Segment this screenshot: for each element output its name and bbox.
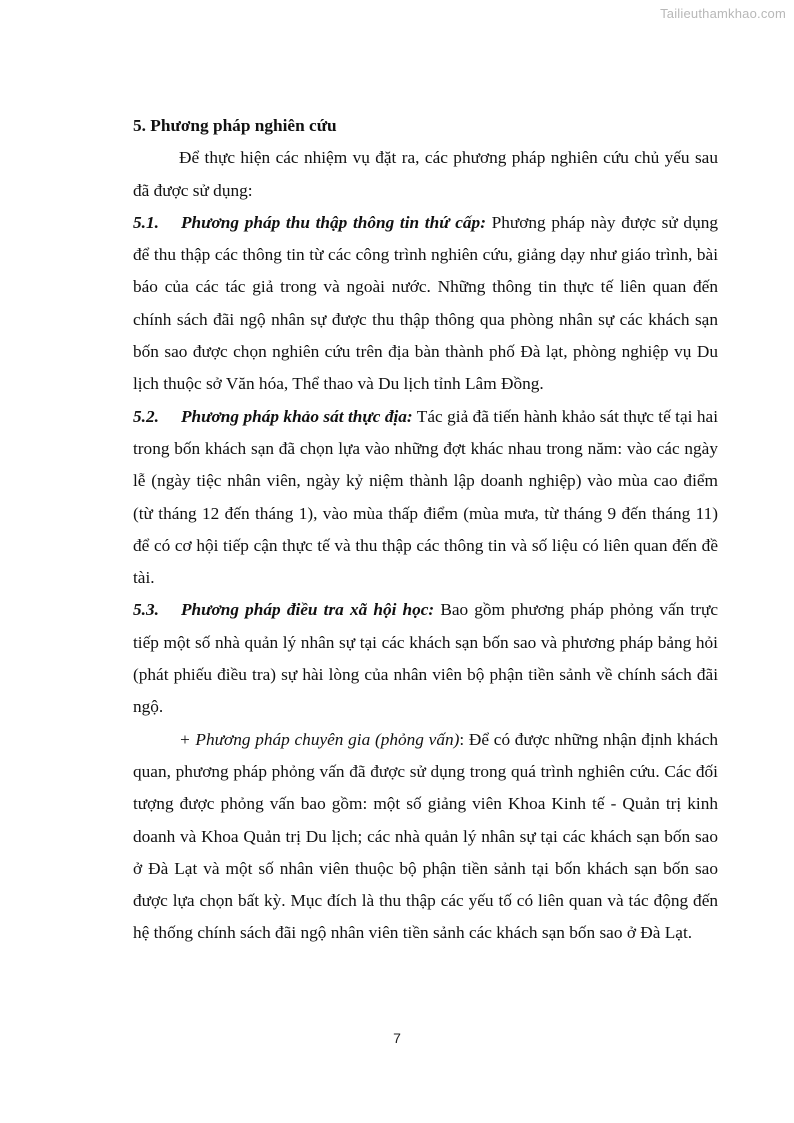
subsection-title: Phương pháp thu thập thông tin thứ cấp: (181, 212, 486, 232)
expert-method (133, 724, 718, 950)
subsection-5-1 (133, 207, 718, 401)
subsection-title: Phương pháp điều tra xã hội học: (181, 600, 435, 620)
expert-method-lead: + Phương pháp chuyên gia (phỏng vấn) (179, 729, 460, 749)
subsection-body: Phương pháp này được sử dụng để thu thập các thông tin từ các công trình nghiên cứu, giảng dạy như giáo trình, bài báo của các tác giả trong và ngoài nước. Những thông tin thực tế liên quan đến chính sách đãi ngộ nhân sự được thu thập thông qua phòng nhân sự các khách sạn bốn sao được chọn nghiên cứu trên địa bàn thành phố Đà lạt, phòng nghiệp vụ Du lịch thuộc sở Văn hóa, Thể thao và Du lịch tỉnh Lâm Đồng. (133, 212, 718, 394)
subsection-title: Phương pháp khảo sát thực địa: (181, 406, 413, 426)
section-heading: 5. Phương pháp nghiên cứu (133, 116, 337, 135)
watermark: Tailieuthamkhao.com (660, 6, 786, 21)
section-intro: Để thực hiện các nhiệm vụ đặt ra, các phương pháp nghiên cứu chủ yếu sau đã được sử dụng: (133, 148, 718, 200)
page-number: 7 (393, 1030, 401, 1046)
subsection-number: 5.2. (133, 406, 159, 426)
subsection-5-3 (133, 594, 718, 723)
document-body (133, 110, 718, 950)
subsection-body: Bao gồm phương pháp phỏng vấn trực tiếp một số nhà quản lý nhân sự tại các khách sạn bốn sao và phương pháp bảng hỏi (phát phiếu điều tra) sự hài lòng của nhân viên bộ phận tiền sảnh về chính sách đãi ngộ. (133, 600, 718, 717)
expert-method-body: : Để có được những nhận định khách quan, phương pháp phỏng vấn đã được sử dụng trong quá trình nghiên cứu. Các đối tượng được phỏng vấn bao gồm: một số giảng viên Khoa Kinh tế - Quản trị kinh doanh và Khoa Quản trị Du lịch; các nhà quản lý nhân sự tại các khách sạn bốn sao ở Đà Lạt và một số nhân viên thuộc bộ phận tiền sảnh tại bốn khách sạn bốn sao được lựa chọn bất kỳ. Mục đích là thu thập các yếu tố có liên quan và tác động đến hệ thống chính sách đãi ngộ nhân viên tiền sảnh các khách sạn bốn sao ở Đà Lạt. (133, 729, 719, 943)
subsection-5-2 (133, 401, 718, 595)
subsection-number: 5.3. (133, 600, 159, 620)
subsection-number: 5.1. (133, 212, 159, 232)
subsection-body: Tác giả đã tiến hành khảo sát thực tế tại hai trong bốn khách sạn đã chọn lựa vào những đợt khác nhau trong năm: vào các ngày lễ (ngày tiệc nhân viên, ngày kỷ niệm thành lập doanh nghiệp) vào mùa cao điểm (từ tháng 12 đến tháng 1), vào mùa thấp điểm (mùa mưa, từ tháng 9 đến tháng 11) để có cơ hội tiếp cận thực tế và thu thập các thông tin và số liệu có liên quan đến đề tài. (133, 406, 718, 588)
